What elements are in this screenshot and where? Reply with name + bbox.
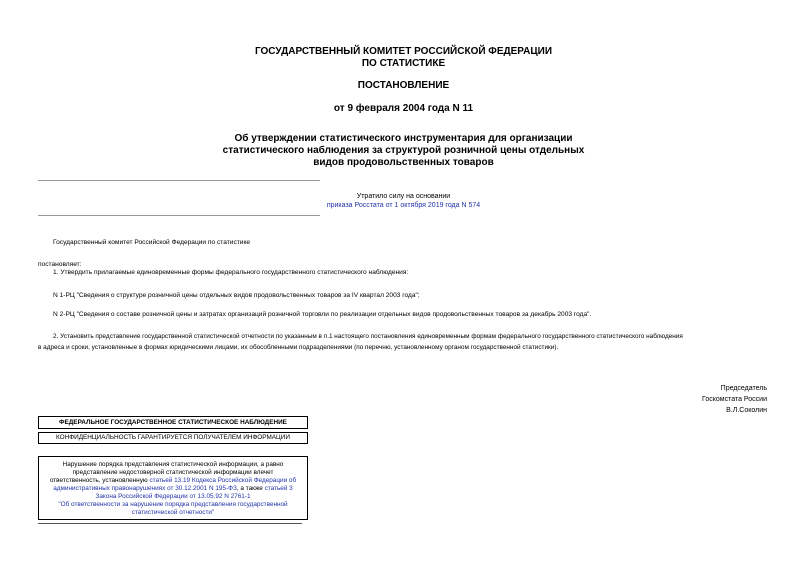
warning-line-1: Нарушение порядка представления статистической информации, а равно <box>62 461 284 468</box>
signature-name: В.Л.Соколин <box>726 407 767 414</box>
warning-line-3 <box>39 477 307 485</box>
subject-line-3: видов продовольственных товаров <box>313 157 494 168</box>
subject-line-2: статистического наблюдения за структурой розничной цены отдельных <box>222 145 585 156</box>
status-link[interactable]: приказа Росстата от 1 октября 2019 года N 574 <box>326 202 481 209</box>
federal-observation-box <box>38 416 308 429</box>
intro-text: Государственный комитет Российской Федерации по статистике <box>53 239 251 246</box>
signature-block <box>702 383 767 416</box>
warning-line-4-text: , а также <box>236 485 265 492</box>
confidentiality-label: КОНФИДЕНЦИАЛЬНОСТЬ ГАРАНТИРУЕТСЯ ПОЛУЧАТЕЛЕМ ИНФОРМАЦИИ <box>56 434 290 441</box>
item-1: 1. Утвердить прилагаемые единовременные формы федерального государственного статистического наблюдения: <box>53 269 409 276</box>
warning-line-2: представление недостоверной статистической информации влечет <box>72 469 274 476</box>
subject-line-1: Об утверждении статистического инструментария для организации <box>234 133 573 144</box>
form-1 <box>53 291 420 300</box>
warning-law-link-cont[interactable]: Закона Российской Федерации от 13.05.92 N 2761-1 <box>95 493 251 500</box>
committee-line-2: ПО СТАТИСТИКЕ <box>361 58 446 69</box>
form-2-title: "Сведения о составе розничной цены и затратах организаций розничной торговли по реализации отдельных видов продовольственных товаров за декабрь 2003 года" <box>76 311 590 318</box>
warning-law-link[interactable]: статьей 3 <box>264 485 293 492</box>
divider-bottom <box>38 215 320 216</box>
item-2-line-2: в адреса и сроки, установленные в формах юридическими лицами, их обособленными подразделениями (по перечню, установленному органом государственной статистики). <box>38 344 559 351</box>
confidentiality-box <box>38 432 308 444</box>
form-2-suffix: . <box>589 311 592 318</box>
document-date-number: от 9 февраля 2004 года N 11 <box>333 103 474 114</box>
form-2 <box>53 310 591 319</box>
divider-top <box>38 180 320 181</box>
signature-org: Госкомстата России <box>702 396 767 403</box>
status-line: Утратило силу на основании <box>356 193 451 200</box>
signature-role: Председатель <box>720 385 767 392</box>
warning-box <box>38 456 308 520</box>
warning-line-4 <box>39 485 307 493</box>
committee-name <box>0 46 807 70</box>
divider-footer <box>38 523 302 524</box>
warning-code-link[interactable]: статьей 13.19 Кодекса Российской Федерации об <box>149 477 297 484</box>
warning-law-title-1[interactable]: "Об ответственности за нарушение порядка представления государственной <box>58 501 288 508</box>
item-2-line-1: 2. Установить представление государственной статистической отчетности по указанным в п.1 настоящего постановления единовременным формам федерального государственного статистического наблюдения <box>53 333 683 340</box>
document-type: ПОСТАНОВЛЕНИЕ <box>357 80 450 91</box>
form-2-prefix: N 2-РЦ <box>53 311 77 318</box>
document-subject <box>0 133 807 169</box>
form-1-suffix: ; <box>417 292 420 299</box>
form-1-prefix: N 1-РЦ <box>53 292 77 299</box>
warning-code-link-cont[interactable]: административных правонарушениях от 30.12.2001 N 195-ФЗ <box>53 485 237 492</box>
federal-observation-label: ФЕДЕРАЛЬНОЕ ГОСУДАРСТВЕННОЕ СТАТИСТИЧЕСКОЕ НАБЛЮДЕНИЕ <box>59 419 287 426</box>
form-1-title: "Сведения о структуре розничной цены отдельных видов продовольственных товаров за IV квартал 2003 года" <box>76 292 418 299</box>
resolves-text: постановляет: <box>38 261 82 268</box>
warning-law-title-2[interactable]: статистической отчетности" <box>131 509 215 516</box>
committee-line-1: ГОСУДАРСТВЕННЫЙ КОМИТЕТ РОССИЙСКОЙ ФЕДЕРАЦИИ <box>254 46 553 57</box>
status-note <box>0 192 807 210</box>
warning-line-3-text: ответственность, установленную <box>49 477 150 484</box>
